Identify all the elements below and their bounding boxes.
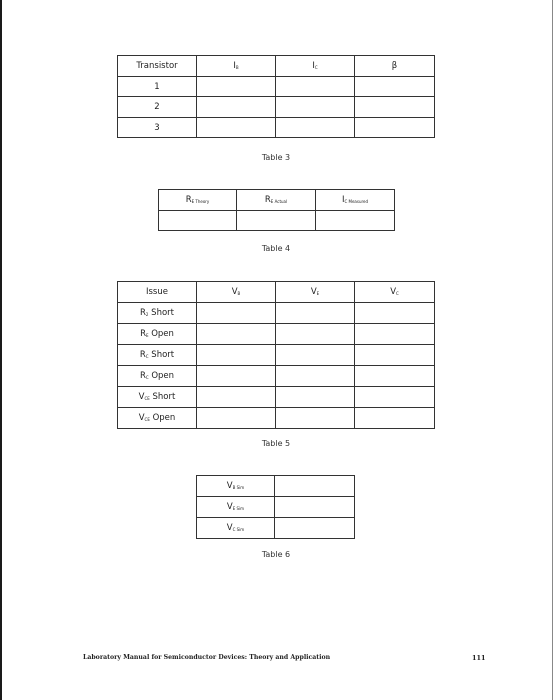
table-cell: $V_{C Sim}$ bbox=[197, 518, 275, 539]
table-cell bbox=[355, 324, 435, 345]
table-6 bbox=[196, 475, 355, 539]
table-row bbox=[159, 190, 395, 211]
header-cell: $R_{E Theory}$ bbox=[159, 190, 237, 211]
table-cell bbox=[159, 211, 237, 231]
table-cell: $V_{B Sim}$ bbox=[197, 476, 275, 497]
table-cell: $R_2$ Short bbox=[118, 303, 197, 324]
table-row bbox=[118, 56, 435, 77]
table-row bbox=[118, 345, 435, 366]
table-row bbox=[159, 211, 395, 231]
header-cell: $I_C$ bbox=[276, 56, 355, 77]
header-cell: $I_B$ bbox=[197, 56, 276, 77]
table-cell bbox=[197, 387, 276, 408]
header-cell: Transistor bbox=[118, 56, 197, 77]
table-5-caption: Table 5 bbox=[261, 439, 291, 448]
table-cell: 1 bbox=[118, 77, 197, 97]
page-number: 111 bbox=[472, 654, 486, 662]
table-3 bbox=[117, 55, 435, 138]
header-cell: $V_E$ bbox=[276, 282, 355, 303]
table-4 bbox=[158, 189, 395, 231]
table-row bbox=[118, 366, 435, 387]
table-cell bbox=[276, 303, 355, 324]
table-cell: $V_{CE}$ Open bbox=[118, 408, 197, 429]
table-row bbox=[197, 518, 355, 539]
header-cell: Issue bbox=[118, 282, 197, 303]
footer-title: Laboratory Manual for Semiconductor Devices: Theory and Application bbox=[83, 654, 331, 661]
table-cell bbox=[276, 97, 355, 118]
table-cell bbox=[197, 303, 276, 324]
table-4-caption: Table 4 bbox=[261, 244, 291, 253]
table-cell: $R_C$ Short bbox=[118, 345, 197, 366]
header-cell: $R_{E Actual}$ bbox=[237, 190, 316, 211]
page-edge bbox=[0, 0, 2, 700]
table-cell bbox=[197, 77, 276, 97]
table-cell bbox=[276, 408, 355, 429]
table-cell bbox=[355, 345, 435, 366]
table-cell bbox=[276, 387, 355, 408]
table-cell bbox=[237, 211, 316, 231]
table-cell bbox=[276, 77, 355, 97]
header-cell: $V_B$ bbox=[197, 282, 276, 303]
table-cell bbox=[197, 345, 276, 366]
table-row bbox=[118, 408, 435, 429]
table-cell bbox=[197, 408, 276, 429]
table-row bbox=[118, 303, 435, 324]
table-cell bbox=[316, 211, 395, 231]
table-cell bbox=[355, 303, 435, 324]
header-cell: β bbox=[355, 56, 435, 77]
table-cell bbox=[355, 77, 435, 97]
table-3-caption: Table 3 bbox=[261, 153, 291, 162]
table-cell bbox=[197, 118, 276, 138]
table-row bbox=[118, 387, 435, 408]
table-cell bbox=[197, 97, 276, 118]
table-cell: 3 bbox=[118, 118, 197, 138]
table-cell: $V_{CE}$ Short bbox=[118, 387, 197, 408]
table-row bbox=[197, 497, 355, 518]
table-cell bbox=[355, 97, 435, 118]
table-5 bbox=[117, 281, 435, 429]
header-cell: $V_C$ bbox=[355, 282, 435, 303]
table-cell: $V_{E Sim}$ bbox=[197, 497, 275, 518]
table-cell bbox=[197, 324, 276, 345]
table-cell bbox=[276, 366, 355, 387]
table-cell bbox=[275, 497, 355, 518]
table-row bbox=[118, 118, 435, 138]
header-cell: $I_{C Measured}$ bbox=[316, 190, 395, 211]
table-row bbox=[118, 324, 435, 345]
table-cell: 2 bbox=[118, 97, 197, 118]
table-row bbox=[197, 476, 355, 497]
table-6-caption: Table 6 bbox=[261, 550, 291, 559]
table-cell bbox=[197, 366, 276, 387]
table-cell bbox=[275, 476, 355, 497]
table-row bbox=[118, 97, 435, 118]
table-cell bbox=[355, 118, 435, 138]
table-cell bbox=[355, 408, 435, 429]
table-cell bbox=[276, 118, 355, 138]
table-cell bbox=[276, 345, 355, 366]
table-cell bbox=[355, 366, 435, 387]
table-row bbox=[118, 282, 435, 303]
table-cell bbox=[275, 518, 355, 539]
table-cell bbox=[355, 387, 435, 408]
table-cell: $R_C$ Open bbox=[118, 366, 197, 387]
table-cell: $R_E$ Open bbox=[118, 324, 197, 345]
table-cell bbox=[276, 324, 355, 345]
table-row bbox=[118, 77, 435, 97]
